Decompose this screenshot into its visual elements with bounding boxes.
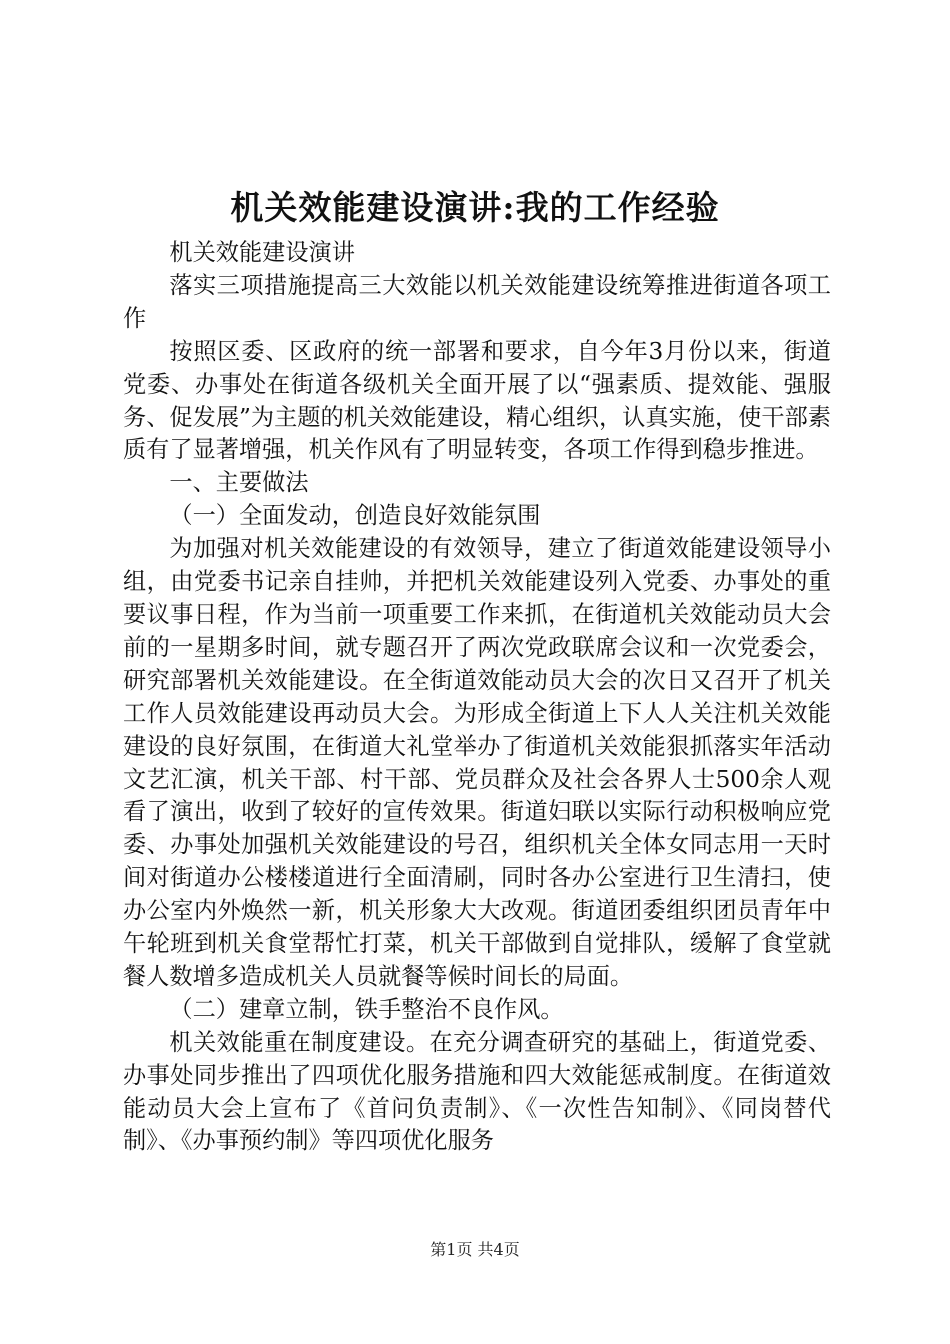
- document-body: [123, 237, 831, 1158]
- paragraph-body-1: 为加强对机关效能建设的有效领导，建立了街道效能建设领导小组，由党委书记亲自挂帅，并把机关效能建设列入党委、办事处的重要议事日程，作为当前一项重要工作来抓，在街道机关效能动员大会前的一星期多时间，就专题召开了两次党政联席会议和一次党委会，研究部署机关效能建设。在全街道效能动员大会的次日又召开了机关工作人员效能建设再动员大会。为形成全街道上下人人关注机关效能建设的良好氛围，在街道大礼堂举办了街道机关效能狠抓落实年活动文艺汇演，机关干部、村干部、党员群众及社会各界人士500余人观看了演出，收到了较好的宣传效果。街道妇联以实际行动积极响应党委、办事处加强机关效能建设的号召，组织机关全体女同志用一天时间对街道办公楼楼道进行全面清刷，同时各办公室进行卫生清扫，使办公室内外焕然一新，机关形象大大改观。街道团委组织团员青年中午轮班到机关食堂帮忙打菜，机关干部做到自觉排队，缓解了食堂就餐人数增多造成机关人员就餐等候时间长的局面。: [123, 535, 831, 990]
- paragraph-subtitle: 落实三项措施提高三大效能以机关效能建设统筹推进街道各项工作: [123, 271, 831, 332]
- page-footer: 第1页 共4页: [430, 1240, 520, 1259]
- paragraph-heading-speech: 机关效能建设演讲: [169, 239, 355, 266]
- subsection-heading-1: （一）全面发动，创造良好效能氛围: [169, 502, 541, 530]
- paragraph-intro: 按照区委、区政府的统一部署和要求，自今年3月份以来，街道党委、办事处在街道各级机关全面开展了以“强素质、提效能、强服务、促发展”为主题的机关效能建设，精心组织，认真实施，使干部素质有了显著增强，机关作风有了明显转变，各项工作得到稳步推进。: [123, 337, 831, 464]
- page-title: 机关效能建设演讲:我的工作经验: [230, 188, 720, 227]
- subsection-heading-2: （二）建章立制，铁手整治不良作风。: [169, 995, 564, 1023]
- paragraph-body-2: 机关效能重在制度建设。在充分调查研究的基础上，街道党委、办事处同步推出了四项优化服务措施和四大效能惩戒制度。在街道效能动员大会上宣布了《首问负责制》、《一次性告知制》、《同岗替代制》、《办事预约制》等四项优化服务: [123, 1028, 831, 1155]
- section-heading-main-practices: 一、主要做法: [169, 469, 309, 497]
